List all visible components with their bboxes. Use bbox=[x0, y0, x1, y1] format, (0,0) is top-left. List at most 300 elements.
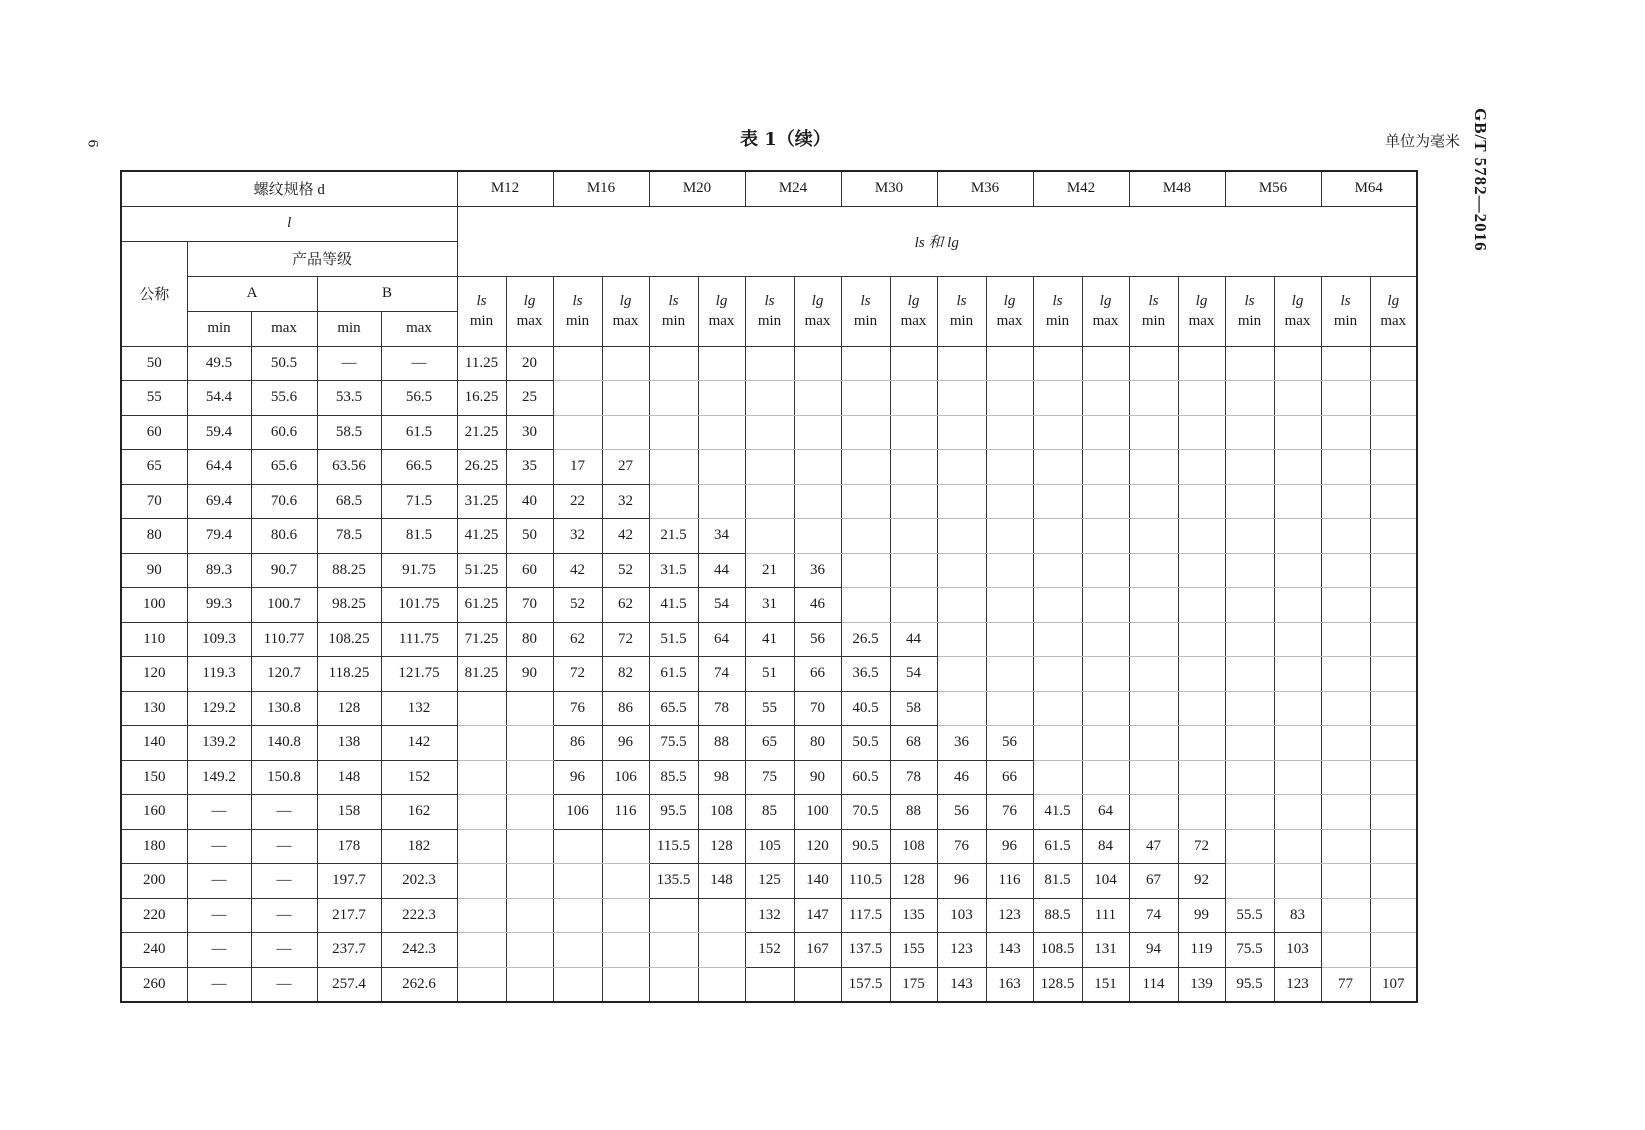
cell-empty bbox=[937, 519, 986, 554]
bolt-length-table bbox=[120, 170, 1418, 1003]
cell-b-max: 101.75 bbox=[381, 588, 457, 623]
table-row bbox=[121, 933, 1417, 968]
cell-lg-max: 64 bbox=[698, 622, 745, 657]
cell-lg-max: 72 bbox=[602, 622, 649, 657]
cell-empty bbox=[1274, 553, 1321, 588]
cell-ls-min: 88.5 bbox=[1033, 898, 1082, 933]
b-min-header: min bbox=[317, 311, 381, 346]
symbol-label: lg bbox=[1003, 293, 1016, 309]
cell-ls-min: 76 bbox=[553, 691, 602, 726]
cell-ls-min: 108.5 bbox=[1033, 933, 1082, 968]
cell-nom: 90 bbox=[121, 553, 187, 588]
cell-lg-max: 68 bbox=[890, 726, 937, 761]
cell-empty bbox=[553, 967, 602, 1002]
cell-empty bbox=[457, 967, 506, 1002]
cell-empty bbox=[1321, 829, 1370, 864]
symbol-label: ls bbox=[572, 293, 583, 309]
cell-empty bbox=[602, 346, 649, 381]
cell-nom: 240 bbox=[121, 933, 187, 968]
cell-ls-min: 128.5 bbox=[1033, 967, 1082, 1002]
min-max-label: min bbox=[661, 313, 686, 329]
cell-lg-max: 36 bbox=[794, 553, 841, 588]
cell-ls-min: 65.5 bbox=[649, 691, 698, 726]
cell-empty bbox=[1321, 795, 1370, 830]
cell-empty bbox=[794, 484, 841, 519]
symbol-label: ls bbox=[956, 293, 967, 309]
symbol-label: ls bbox=[1244, 293, 1255, 309]
table-title: 表 1（续） bbox=[740, 129, 831, 150]
l-header: l bbox=[121, 206, 457, 241]
table-row bbox=[121, 622, 1417, 657]
cell-ls-min: 52 bbox=[553, 588, 602, 623]
cell-ls-min: 55 bbox=[745, 691, 794, 726]
cell-empty bbox=[1033, 346, 1082, 381]
cell-ls-min: 40.5 bbox=[841, 691, 890, 726]
cell-empty bbox=[506, 726, 553, 761]
cell-empty bbox=[553, 346, 602, 381]
min-max-label: min bbox=[469, 313, 494, 329]
ls-min-header bbox=[553, 276, 602, 346]
cell-lg-max: 30 bbox=[506, 415, 553, 450]
cell-empty bbox=[1321, 519, 1370, 554]
cell-empty bbox=[1033, 553, 1082, 588]
cell-empty bbox=[698, 450, 745, 485]
lg-max-header bbox=[1370, 276, 1417, 346]
cell-lg-max: 34 bbox=[698, 519, 745, 554]
cell-empty bbox=[1129, 553, 1178, 588]
cell-lg-max: 104 bbox=[1082, 864, 1129, 899]
cell-ls-min: 72 bbox=[553, 657, 602, 692]
cell-a-min: 59.4 bbox=[187, 415, 251, 450]
cell-lg-max: 155 bbox=[890, 933, 937, 968]
cell-empty bbox=[1225, 346, 1274, 381]
cell-ls-min: 65 bbox=[745, 726, 794, 761]
cell-empty bbox=[1370, 726, 1417, 761]
cell-empty bbox=[890, 588, 937, 623]
cell-empty bbox=[1370, 346, 1417, 381]
cell-b-max: 202.3 bbox=[381, 864, 457, 899]
cell-lg-max: 143 bbox=[986, 933, 1033, 968]
cell-empty bbox=[986, 553, 1033, 588]
cell-empty bbox=[841, 519, 890, 554]
cell-ls-min: 152 bbox=[745, 933, 794, 968]
cell-b-min: 158 bbox=[317, 795, 381, 830]
cell-b-min: 128 bbox=[317, 691, 381, 726]
cell-ls-min: 46 bbox=[937, 760, 986, 795]
cell-b-max: 152 bbox=[381, 760, 457, 795]
cell-empty bbox=[1274, 657, 1321, 692]
cell-nom: 65 bbox=[121, 450, 187, 485]
cell-empty bbox=[890, 519, 937, 554]
symbol-label: lg bbox=[523, 293, 536, 309]
cell-a-min: 109.3 bbox=[187, 622, 251, 657]
cell-lg-max: 84 bbox=[1082, 829, 1129, 864]
cell-empty bbox=[1370, 622, 1417, 657]
cell-nom: 80 bbox=[121, 519, 187, 554]
symbol-label: lg bbox=[1195, 293, 1208, 309]
table-row bbox=[121, 864, 1417, 899]
cell-empty bbox=[698, 381, 745, 416]
lg-max-header bbox=[986, 276, 1033, 346]
cell-empty bbox=[1082, 691, 1129, 726]
cell-lg-max: 80 bbox=[794, 726, 841, 761]
cell-empty bbox=[1082, 553, 1129, 588]
cell-empty bbox=[649, 415, 698, 450]
cell-ls-min: 86 bbox=[553, 726, 602, 761]
cell-ls-min: 70.5 bbox=[841, 795, 890, 830]
cell-lg-max: 128 bbox=[698, 829, 745, 864]
cell-b-min: 98.25 bbox=[317, 588, 381, 623]
cell-empty bbox=[986, 519, 1033, 554]
cell-lg-max: 108 bbox=[698, 795, 745, 830]
cell-empty bbox=[1321, 484, 1370, 519]
cell-ls-min: 74 bbox=[1129, 898, 1178, 933]
cell-lg-max: 70 bbox=[794, 691, 841, 726]
cell-empty bbox=[1274, 450, 1321, 485]
symbol-label: ls bbox=[476, 293, 487, 309]
cell-lg-max: 27 bbox=[602, 450, 649, 485]
cell-empty bbox=[506, 967, 553, 1002]
cell-ls-min: 62 bbox=[553, 622, 602, 657]
cell-lg-max: 123 bbox=[986, 898, 1033, 933]
cell-empty bbox=[649, 898, 698, 933]
cell-empty bbox=[1033, 760, 1082, 795]
cell-a-min: 49.5 bbox=[187, 346, 251, 381]
cell-lg-max: 56 bbox=[986, 726, 1033, 761]
cell-lg-max: 96 bbox=[602, 726, 649, 761]
cell-empty bbox=[506, 795, 553, 830]
min-max-label: max bbox=[1380, 313, 1407, 329]
cell-b-max: 81.5 bbox=[381, 519, 457, 554]
cell-ls-min: 96 bbox=[553, 760, 602, 795]
cell-a-max: 60.6 bbox=[251, 415, 317, 450]
cell-empty bbox=[1274, 519, 1321, 554]
cell-empty bbox=[1178, 726, 1225, 761]
cell-empty bbox=[1178, 795, 1225, 830]
symbol-label: lg bbox=[1099, 293, 1112, 309]
cell-empty bbox=[841, 450, 890, 485]
table-row bbox=[121, 795, 1417, 830]
cell-empty bbox=[794, 381, 841, 416]
cell-ls-min: 41.5 bbox=[649, 588, 698, 623]
cell-b-min: 197.7 bbox=[317, 864, 381, 899]
cell-lg-max: 83 bbox=[1274, 898, 1321, 933]
min-max-label: max bbox=[1284, 313, 1311, 329]
cell-nom: 100 bbox=[121, 588, 187, 623]
standard-code: GB/T 5782—2016 bbox=[1471, 108, 1490, 252]
cell-empty bbox=[986, 381, 1033, 416]
product-grade-header: 产品等级 bbox=[187, 241, 457, 276]
cell-empty bbox=[841, 553, 890, 588]
cell-empty bbox=[1321, 933, 1370, 968]
cell-empty bbox=[1321, 691, 1370, 726]
cell-ls-min: 95.5 bbox=[649, 795, 698, 830]
cell-empty bbox=[553, 829, 602, 864]
cell-nom: 200 bbox=[121, 864, 187, 899]
cell-lg-max: 72 bbox=[1178, 829, 1225, 864]
cell-empty bbox=[1178, 415, 1225, 450]
cell-lg-max: 40 bbox=[506, 484, 553, 519]
cell-empty bbox=[986, 622, 1033, 657]
cell-ls-min: 61.5 bbox=[649, 657, 698, 692]
min-max-label: max bbox=[516, 313, 543, 329]
a-min-header: min bbox=[187, 311, 251, 346]
cell-empty bbox=[1225, 622, 1274, 657]
cell-empty bbox=[1321, 588, 1370, 623]
cell-empty bbox=[649, 967, 698, 1002]
cell-empty bbox=[1082, 450, 1129, 485]
cell-empty bbox=[1274, 622, 1321, 657]
cell-empty bbox=[1178, 622, 1225, 657]
cell-ls-min: 41.5 bbox=[1033, 795, 1082, 830]
cell-lg-max: 25 bbox=[506, 381, 553, 416]
b-max-header: max bbox=[381, 311, 457, 346]
cell-lg-max: 64 bbox=[1082, 795, 1129, 830]
cell-lg-max: 62 bbox=[602, 588, 649, 623]
cell-lg-max: 163 bbox=[986, 967, 1033, 1002]
cell-empty bbox=[1178, 553, 1225, 588]
symbol-label: lg bbox=[907, 293, 920, 309]
min-max-label: min bbox=[1141, 313, 1166, 329]
cell-empty bbox=[1033, 691, 1082, 726]
cell-empty bbox=[649, 450, 698, 485]
cell-empty bbox=[841, 484, 890, 519]
size-header: M64 bbox=[1321, 171, 1417, 206]
cell-empty bbox=[1370, 898, 1417, 933]
cell-empty bbox=[602, 967, 649, 1002]
cell-empty bbox=[1370, 795, 1417, 830]
min-max-label: max bbox=[612, 313, 639, 329]
cell-empty bbox=[1033, 657, 1082, 692]
grade-a-header: A bbox=[187, 276, 317, 311]
table-row bbox=[121, 450, 1417, 485]
cell-nom: 140 bbox=[121, 726, 187, 761]
cell-empty bbox=[553, 864, 602, 899]
cell-lg-max: 108 bbox=[890, 829, 937, 864]
cell-b-max: 182 bbox=[381, 829, 457, 864]
cell-ls-min: 115.5 bbox=[649, 829, 698, 864]
cell-a-min: 64.4 bbox=[187, 450, 251, 485]
cell-empty bbox=[986, 346, 1033, 381]
min-max-label: max bbox=[1188, 313, 1215, 329]
cell-lg-max: 56 bbox=[794, 622, 841, 657]
cell-empty bbox=[841, 588, 890, 623]
cell-empty bbox=[745, 450, 794, 485]
cell-ls-min: 51 bbox=[745, 657, 794, 692]
table-row bbox=[121, 829, 1417, 864]
cell-lg-max: 120 bbox=[794, 829, 841, 864]
cell-a-max: 110.77 bbox=[251, 622, 317, 657]
lg-max-header bbox=[1178, 276, 1225, 346]
cell-empty bbox=[1370, 657, 1417, 692]
min-max-label: min bbox=[1237, 313, 1262, 329]
lg-max-header bbox=[506, 276, 553, 346]
cell-empty bbox=[937, 622, 986, 657]
cell-a-min: — bbox=[187, 829, 251, 864]
cell-ls-min: 67 bbox=[1129, 864, 1178, 899]
symbol-label: ls bbox=[1052, 293, 1063, 309]
cell-ls-min: 117.5 bbox=[841, 898, 890, 933]
cell-empty bbox=[1274, 381, 1321, 416]
cell-empty bbox=[602, 381, 649, 416]
cell-a-min: 54.4 bbox=[187, 381, 251, 416]
cell-empty bbox=[698, 898, 745, 933]
cell-empty bbox=[1129, 484, 1178, 519]
cell-empty bbox=[1178, 519, 1225, 554]
cell-empty bbox=[890, 415, 937, 450]
cell-nom: 260 bbox=[121, 967, 187, 1002]
cell-b-min: 58.5 bbox=[317, 415, 381, 450]
cell-b-max: 121.75 bbox=[381, 657, 457, 692]
symbol-label: ls bbox=[860, 293, 871, 309]
cell-lg-max: 52 bbox=[602, 553, 649, 588]
cell-empty bbox=[1274, 484, 1321, 519]
symbol-label: ls bbox=[1340, 293, 1351, 309]
cell-empty bbox=[1082, 657, 1129, 692]
cell-empty bbox=[698, 346, 745, 381]
cell-empty bbox=[1225, 450, 1274, 485]
cell-a-max: 65.6 bbox=[251, 450, 317, 485]
cell-empty bbox=[1274, 691, 1321, 726]
cell-empty bbox=[553, 415, 602, 450]
size-header: M36 bbox=[937, 171, 1033, 206]
nominal-header: 公称 bbox=[121, 241, 187, 346]
cell-ls-min: 41 bbox=[745, 622, 794, 657]
cell-lg-max: 44 bbox=[698, 553, 745, 588]
cell-lg-max: 98 bbox=[698, 760, 745, 795]
cell-empty bbox=[1370, 691, 1417, 726]
cell-ls-min: 75.5 bbox=[1225, 933, 1274, 968]
cell-empty bbox=[1178, 484, 1225, 519]
cell-b-min: 148 bbox=[317, 760, 381, 795]
cell-empty bbox=[937, 346, 986, 381]
cell-empty bbox=[1225, 519, 1274, 554]
cell-empty bbox=[1321, 726, 1370, 761]
ls-min-header bbox=[841, 276, 890, 346]
cell-ls-min: 85.5 bbox=[649, 760, 698, 795]
cell-empty bbox=[553, 381, 602, 416]
ls-min-header bbox=[745, 276, 794, 346]
cell-lg-max: 44 bbox=[890, 622, 937, 657]
cell-empty bbox=[745, 346, 794, 381]
cell-lg-max: 50 bbox=[506, 519, 553, 554]
min-max-label: max bbox=[708, 313, 735, 329]
cell-lg-max: 66 bbox=[986, 760, 1033, 795]
cell-lg-max: 175 bbox=[890, 967, 937, 1002]
cell-ls-min: 114 bbox=[1129, 967, 1178, 1002]
cell-b-max: 71.5 bbox=[381, 484, 457, 519]
cell-empty bbox=[698, 933, 745, 968]
cell-b-max: — bbox=[381, 346, 457, 381]
symbol-label: ls bbox=[668, 293, 679, 309]
cell-lg-max: 140 bbox=[794, 864, 841, 899]
size-header: M16 bbox=[553, 171, 649, 206]
cell-empty bbox=[1274, 726, 1321, 761]
cell-a-max: — bbox=[251, 933, 317, 968]
cell-empty bbox=[1129, 346, 1178, 381]
cell-lg-max: 46 bbox=[794, 588, 841, 623]
cell-empty bbox=[1129, 760, 1178, 795]
cell-a-max: 120.7 bbox=[251, 657, 317, 692]
cell-empty bbox=[1129, 657, 1178, 692]
cell-empty bbox=[1370, 829, 1417, 864]
cell-ls-min: 132 bbox=[745, 898, 794, 933]
cell-b-max: 262.6 bbox=[381, 967, 457, 1002]
cell-empty bbox=[1274, 588, 1321, 623]
cell-b-min: 78.5 bbox=[317, 519, 381, 554]
cell-empty bbox=[1129, 588, 1178, 623]
cell-empty bbox=[1129, 622, 1178, 657]
cell-a-max: 55.6 bbox=[251, 381, 317, 416]
cell-empty bbox=[1370, 450, 1417, 485]
cell-empty bbox=[1033, 381, 1082, 416]
cell-empty bbox=[1370, 415, 1417, 450]
cell-empty bbox=[1129, 519, 1178, 554]
cell-nom: 160 bbox=[121, 795, 187, 830]
cell-empty bbox=[1129, 450, 1178, 485]
cell-empty bbox=[1033, 415, 1082, 450]
cell-a-max: 90.7 bbox=[251, 553, 317, 588]
cell-ls-min: 71.25 bbox=[457, 622, 506, 657]
cell-ls-min: 32 bbox=[553, 519, 602, 554]
cell-empty bbox=[1321, 760, 1370, 795]
cell-empty bbox=[1082, 726, 1129, 761]
cell-empty bbox=[1178, 657, 1225, 692]
cell-empty bbox=[937, 415, 986, 450]
cell-a-min: 99.3 bbox=[187, 588, 251, 623]
a-max-header: max bbox=[251, 311, 317, 346]
cell-empty bbox=[841, 381, 890, 416]
cell-empty bbox=[986, 588, 1033, 623]
cell-empty bbox=[986, 415, 1033, 450]
symbol-label: lg bbox=[715, 293, 728, 309]
grade-b-header: B bbox=[317, 276, 457, 311]
cell-ls-min: 16.25 bbox=[457, 381, 506, 416]
cell-nom: 110 bbox=[121, 622, 187, 657]
cell-lg-max: 107 bbox=[1370, 967, 1417, 1002]
cell-empty bbox=[1082, 760, 1129, 795]
cell-ls-min: 31.5 bbox=[649, 553, 698, 588]
cell-empty bbox=[1082, 346, 1129, 381]
cell-empty bbox=[649, 933, 698, 968]
ls-min-header bbox=[1321, 276, 1370, 346]
cell-ls-min: 56 bbox=[937, 795, 986, 830]
cell-empty bbox=[602, 898, 649, 933]
cell-ls-min: 123 bbox=[937, 933, 986, 968]
cell-ls-min: 105 bbox=[745, 829, 794, 864]
cell-b-max: 132 bbox=[381, 691, 457, 726]
table-row bbox=[121, 760, 1417, 795]
cell-empty bbox=[1370, 381, 1417, 416]
cell-lg-max: 96 bbox=[986, 829, 1033, 864]
cell-empty bbox=[1370, 588, 1417, 623]
cell-empty bbox=[1321, 346, 1370, 381]
cell-empty bbox=[1082, 415, 1129, 450]
cell-nom: 220 bbox=[121, 898, 187, 933]
cell-empty bbox=[1225, 553, 1274, 588]
cell-ls-min: 110.5 bbox=[841, 864, 890, 899]
cell-lg-max: 119 bbox=[1178, 933, 1225, 968]
cell-ls-min: 31.25 bbox=[457, 484, 506, 519]
cell-lg-max: 148 bbox=[698, 864, 745, 899]
cell-ls-min: 36 bbox=[937, 726, 986, 761]
cell-b-min: 108.25 bbox=[317, 622, 381, 657]
cell-lg-max: 116 bbox=[602, 795, 649, 830]
cell-ls-min: 21 bbox=[745, 553, 794, 588]
cell-empty bbox=[1274, 415, 1321, 450]
cell-empty bbox=[602, 933, 649, 968]
cell-ls-min: 60.5 bbox=[841, 760, 890, 795]
